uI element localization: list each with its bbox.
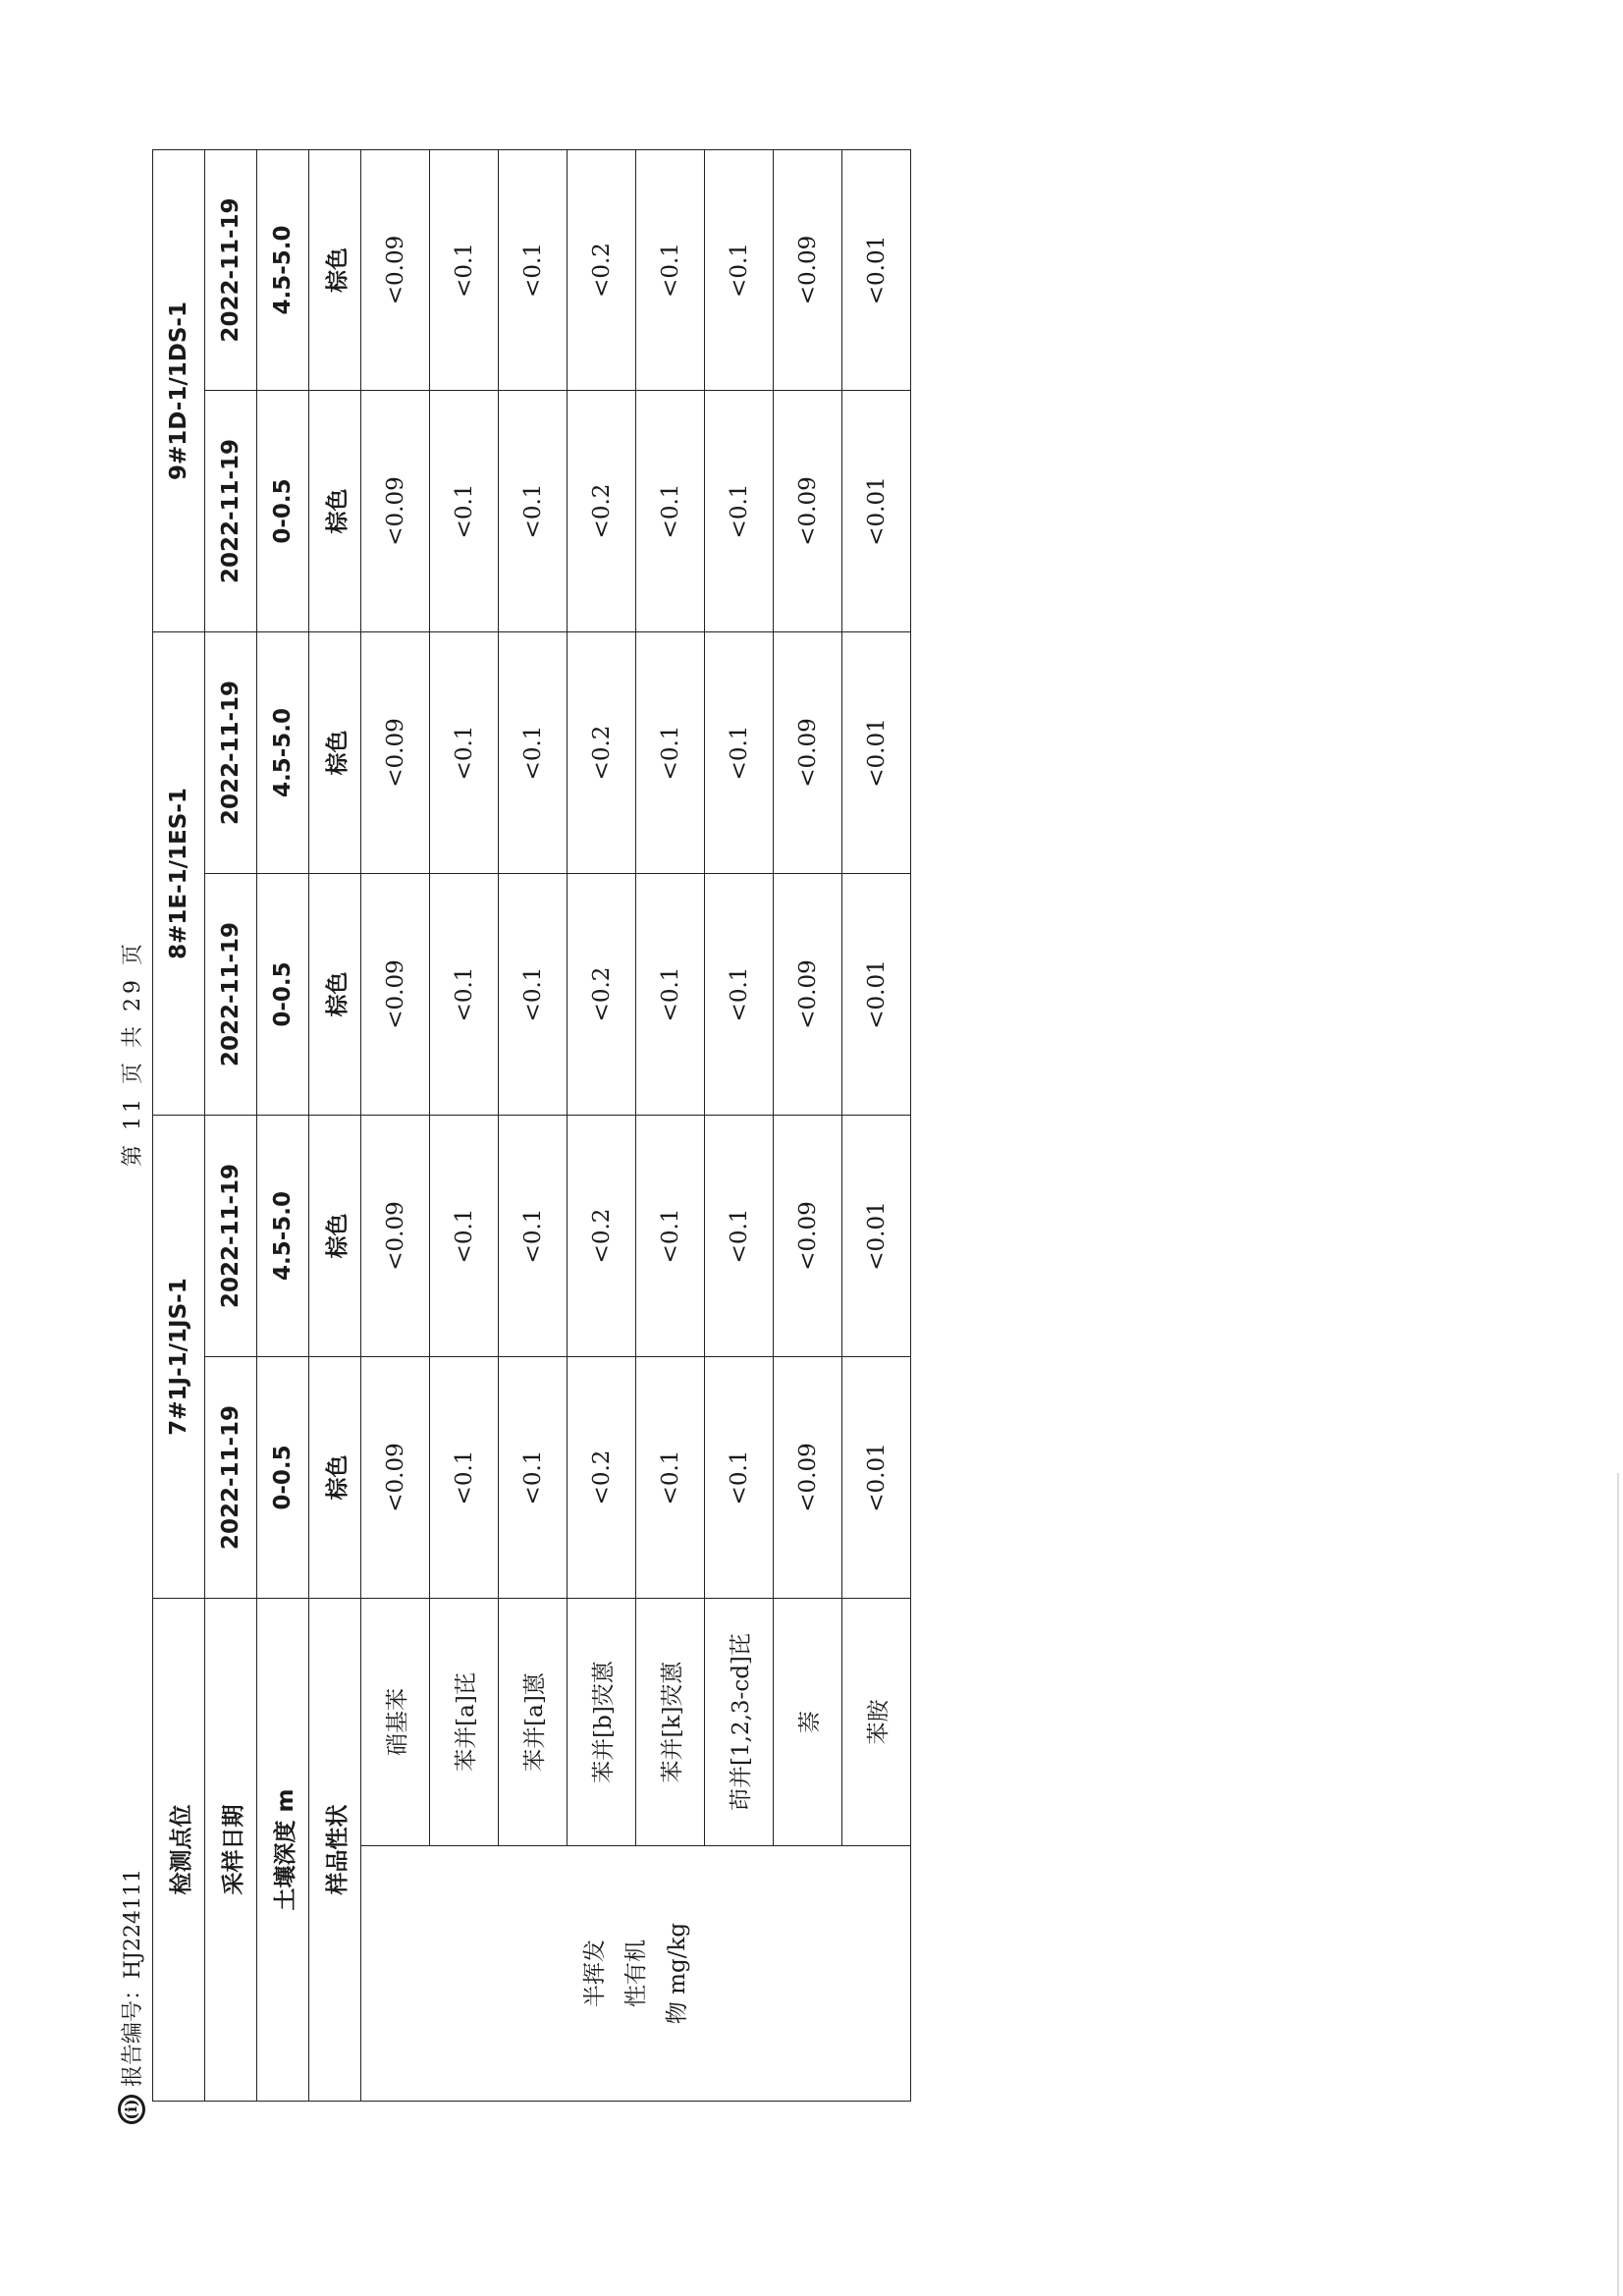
trait-cell: 棕色 xyxy=(309,150,361,391)
value-cell: <0.1 xyxy=(636,1357,705,1599)
value-cell: <0.09 xyxy=(774,874,842,1116)
date-cell: 2022-11-19 xyxy=(205,1116,257,1357)
value-cell: <0.01 xyxy=(842,391,911,632)
value-cell: <0.1 xyxy=(705,1357,774,1599)
analyte-name: 萘 xyxy=(774,1599,842,1846)
value-cell: <0.1 xyxy=(430,632,499,874)
value-cell: <0.1 xyxy=(499,632,568,874)
value-cell: <0.1 xyxy=(430,1116,499,1357)
value-cell: <0.09 xyxy=(774,632,842,874)
depth-cell: 4.5-5.0 xyxy=(257,632,309,874)
value-cell: <0.1 xyxy=(636,874,705,1116)
analyte-name: 苯并[a]芘 xyxy=(430,1599,499,1846)
value-cell: <0.01 xyxy=(842,1357,911,1599)
depth-cell: 0-0.5 xyxy=(257,1357,309,1599)
value-cell: <0.1 xyxy=(636,150,705,391)
trait-cell: 棕色 xyxy=(309,874,361,1116)
results-table xyxy=(152,149,911,2102)
value-cell: <0.1 xyxy=(705,391,774,632)
value-cell: <0.1 xyxy=(705,1116,774,1357)
value-cell: <0.2 xyxy=(568,1116,636,1357)
value-cell: <0.2 xyxy=(568,391,636,632)
site-2: 8#1E-1/1ES-1 xyxy=(153,632,205,1116)
value-cell: <0.1 xyxy=(705,150,774,391)
page-number: 第 11 页 共 29 页 xyxy=(121,940,145,1167)
date-cell: 2022-11-19 xyxy=(205,1357,257,1599)
date-cell: 2022-11-19 xyxy=(205,632,257,874)
label-site: 检测点位 xyxy=(153,1599,205,2102)
value-cell: <0.1 xyxy=(636,632,705,874)
site-1: 7#1J-1/1JS-1 xyxy=(153,1116,205,1599)
value-cell: <0.1 xyxy=(499,150,568,391)
value-cell: <0.09 xyxy=(361,874,430,1116)
value-cell: <0.1 xyxy=(430,1357,499,1599)
value-cell: <0.1 xyxy=(636,391,705,632)
depth-cell: 0-0.5 xyxy=(257,874,309,1116)
analyte-name: 苯并[a]蒽 xyxy=(499,1599,568,1846)
analyte-name: 苯胺 xyxy=(842,1599,911,1846)
value-cell: <0.1 xyxy=(705,632,774,874)
value-cell: <0.09 xyxy=(774,150,842,391)
value-cell: <0.09 xyxy=(361,150,430,391)
label-depth: 土壤深度 m xyxy=(257,1599,309,2102)
value-cell: <0.1 xyxy=(636,1116,705,1357)
category-line: 物 mg/kg xyxy=(664,1922,690,2025)
value-cell: <0.1 xyxy=(430,874,499,1116)
value-cell: <0.2 xyxy=(568,874,636,1116)
trait-cell: 棕色 xyxy=(309,391,361,632)
trait-cell: 棕色 xyxy=(309,1116,361,1357)
value-cell: <0.2 xyxy=(568,632,636,874)
report-number xyxy=(116,1869,146,2124)
value-cell: <0.01 xyxy=(842,1116,911,1357)
value-cell: <0.2 xyxy=(568,1357,636,1599)
depth-cell: 4.5-5.0 xyxy=(257,150,309,391)
value-cell: <0.1 xyxy=(430,391,499,632)
label-trait: 样品性状 xyxy=(309,1599,361,2102)
value-cell: <0.1 xyxy=(499,1357,568,1599)
value-cell: <0.1 xyxy=(499,1116,568,1357)
value-cell: <0.09 xyxy=(361,1116,430,1357)
value-cell: <0.09 xyxy=(361,632,430,874)
value-cell: <0.2 xyxy=(568,150,636,391)
value-cell: <0.09 xyxy=(774,1116,842,1357)
date-cell: 2022-11-19 xyxy=(205,391,257,632)
value-cell: <0.01 xyxy=(842,874,911,1116)
site-3: 9#1D-1/1DS-1 xyxy=(153,150,205,632)
category-line: 半挥发 xyxy=(581,1940,608,2007)
analyte-name: 苯并[b]荧蒽 xyxy=(568,1599,636,1846)
value-cell: <0.1 xyxy=(705,874,774,1116)
depth-cell: 0-0.5 xyxy=(257,391,309,632)
category-label xyxy=(361,1846,911,2102)
trait-cell: 棕色 xyxy=(309,1357,361,1599)
analyte-name: 苯并[k]荧蒽 xyxy=(636,1599,705,1846)
value-cell: <0.01 xyxy=(842,632,911,874)
value-cell: <0.09 xyxy=(361,391,430,632)
value-cell: <0.1 xyxy=(499,874,568,1116)
value-cell: <0.01 xyxy=(842,150,911,391)
date-cell: 2022-11-19 xyxy=(205,150,257,391)
trait-cell: 棕色 xyxy=(309,632,361,874)
company-logo-icon: (i) xyxy=(118,2095,145,2124)
value-cell: <0.09 xyxy=(774,1357,842,1599)
category-line: 性有机 xyxy=(622,1940,649,2007)
analyte-name: 硝基苯 xyxy=(361,1599,430,1846)
report-number-text: 报告编号：HJ224111 xyxy=(121,1869,145,2087)
value-cell: <0.09 xyxy=(361,1357,430,1599)
paper-edge-line xyxy=(1617,1473,1619,2296)
value-cell: <0.09 xyxy=(774,391,842,632)
date-cell: 2022-11-19 xyxy=(205,874,257,1116)
depth-cell: 4.5-5.0 xyxy=(257,1116,309,1357)
label-date: 采样日期 xyxy=(205,1599,257,2102)
value-cell: <0.1 xyxy=(499,391,568,632)
analyte-name: 茚并[1,2,3-cd]芘 xyxy=(705,1599,774,1846)
value-cell: <0.1 xyxy=(430,150,499,391)
